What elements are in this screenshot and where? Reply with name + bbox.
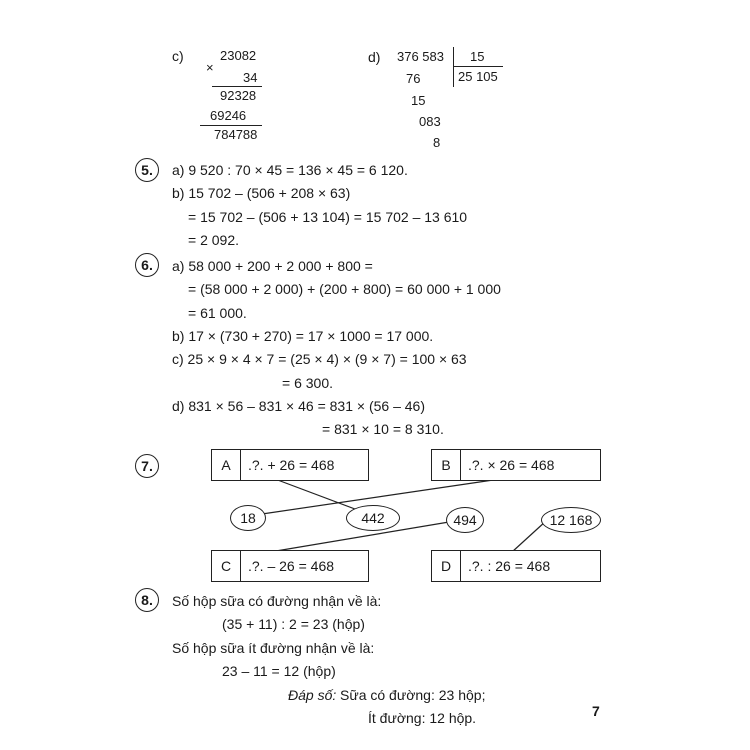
box-b (431, 449, 601, 481)
ex6-d-line1: d) 831 × 56 – 831 × 46 = 831 × (56 – 46) (172, 398, 425, 414)
box-a (211, 449, 369, 481)
answer-oval-18: 18 (230, 505, 266, 531)
remainder-1: 76 (406, 71, 421, 86)
ex6-b: b) 17 × (730 + 270) = 17 × 1000 = 17 000. (172, 328, 434, 344)
answer-oval-12168: 12 168 (541, 507, 601, 533)
answer-line1: Sữa có đường: 23 hộp; (340, 687, 486, 703)
remainder-3: 083 (419, 114, 441, 129)
link-a-442 (275, 479, 355, 509)
times-sign: × (206, 60, 214, 75)
ex6-a-line3: = 61 000. (188, 305, 247, 321)
ex6-c-line1: c) 25 × 9 × 4 × 7 = (25 × 4) × (9 × 7) = 100 × 63 (172, 351, 467, 367)
multiplicand: 23082 (220, 48, 257, 63)
product-result: 784788 (214, 127, 258, 142)
box-a-label: A (212, 450, 241, 480)
part-d-label: d) (368, 49, 381, 65)
ex5-a: a) 9 520 : 70 × 45 = 136 × 45 = 6 120. (172, 162, 408, 178)
box-c-label: C (212, 551, 241, 581)
dividend: 376 583 (397, 49, 444, 64)
ex6-c-line2: = 6 300. (282, 375, 333, 391)
page-number: 7 (592, 703, 600, 719)
box-d-label: D (432, 551, 461, 581)
remainder-2: 15 (411, 93, 426, 108)
part-c-label: c) (172, 48, 184, 64)
link-12168-d (512, 521, 546, 552)
partial-product-1: 92328 (220, 88, 257, 103)
answer-oval-494: 494 (446, 507, 484, 533)
answer-line2: Ít đường: 12 hộp. (368, 710, 477, 726)
answer-label: Đáp số: (288, 687, 337, 703)
box-b-equation: .?. × 26 = 468 (468, 457, 555, 473)
exercise-7-number: 7. (135, 454, 159, 478)
exercise-8-number: 8. (135, 588, 159, 612)
ex8-line2: (35 + 11) : 2 = 23 (hộp) (222, 616, 365, 632)
box-c-equation: .?. – 26 = 468 (248, 558, 335, 574)
ex5-b-line3: = 2 092. (188, 232, 239, 248)
divisor: 15 (470, 49, 485, 64)
box-b-label: B (432, 450, 461, 480)
ex8-line3: Số hộp sữa ít đường nhận về là: (172, 640, 375, 656)
box-d (431, 550, 601, 582)
answer-oval-442: 442 (346, 505, 400, 531)
ex6-d-line2: = 831 × 10 = 8 310. (322, 421, 444, 437)
remainder-4: 8 (433, 135, 441, 150)
ex8-line1: Số hộp sữa có đường nhận về là: (172, 593, 382, 609)
multiplier: 34 (243, 70, 258, 85)
exercise-6-number: 6. (135, 253, 159, 277)
exercise-5-number: 5. (135, 158, 159, 182)
partial-product-2: 69246 (210, 108, 247, 123)
ex8-line4: 23 – 11 = 12 (hộp) (222, 663, 336, 679)
ex6-a-line1: a) 58 000 + 200 + 2 000 + 800 = (172, 258, 373, 274)
ex5-b-line2: = 15 702 – (506 + 13 104) = 15 702 – 13 610 (188, 209, 468, 225)
quotient: 25 105 (458, 69, 498, 84)
box-a-equation: .?. + 26 = 468 (248, 457, 335, 473)
ex5-b-line1: b) 15 702 – (506 + 208 × 63) (172, 185, 351, 201)
box-d-equation: .?. : 26 = 468 (468, 558, 551, 574)
box-c (211, 550, 369, 582)
ex6-a-line2: = (58 000 + 2 000) + (200 + 800) = 60 000 + 1 000 (188, 281, 501, 297)
